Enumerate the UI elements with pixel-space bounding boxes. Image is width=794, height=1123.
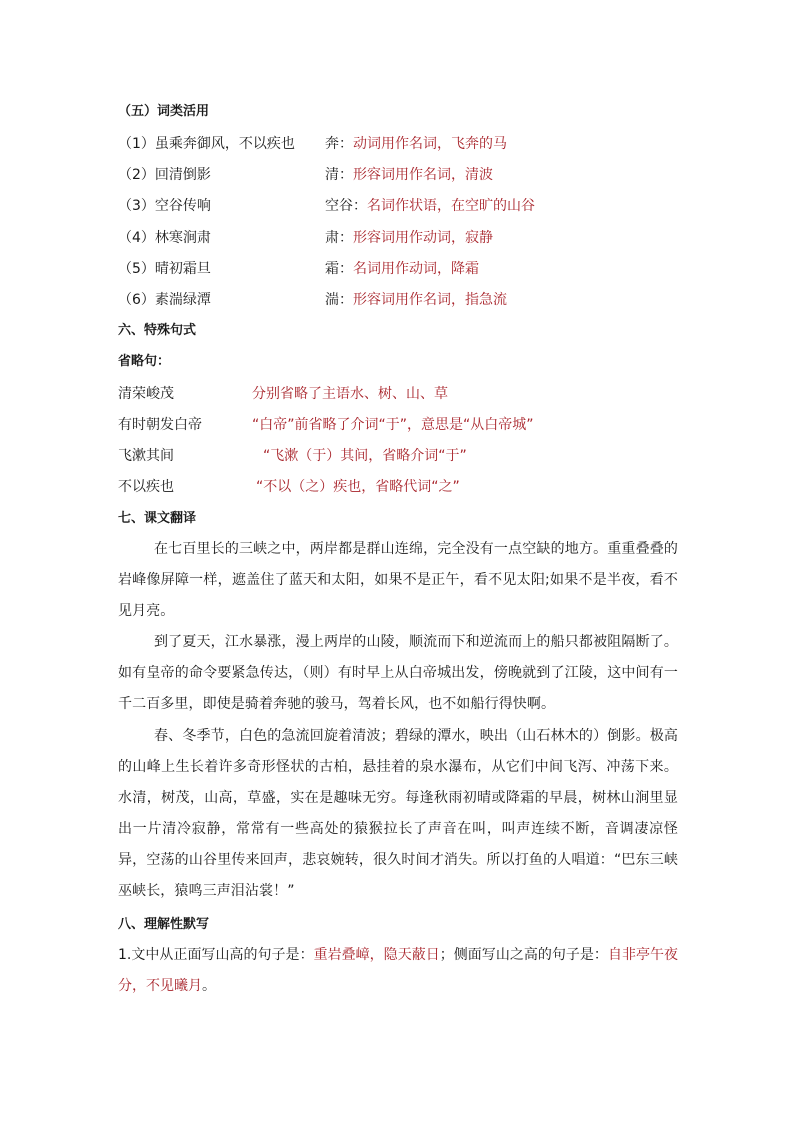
subsection-title-omission: 省略句： [118,354,171,369]
word-class-explanation: 名词作状语，在空旷的山谷 [367,198,535,214]
answer-text: 自非亭午夜分，不见曦月 [118,947,679,994]
section-title-word-class: （五）词类活用 [118,104,210,119]
omission-phrase: 飞漱其间 [118,448,174,464]
question-middle: ；侧面写山之高的句子是： [439,947,608,963]
word-class-word: 肃： [325,230,353,246]
word-class-phrase: （5）晴初霜旦 [118,261,211,277]
translation-paragraph: 春、冬季节，白色的急流回旋着清波；碧绿的潭水，映出（山石林木的）倒影。极高的山峰上生长着许多奇形怪状的古柏，悬挂着的泉水瀑布，从它们中间飞泻、冲荡下来。水清，树茂，山高，草盛，实在是趣味无穷。每逢秋雨初晴或降霜的早晨，树林山涧里显出一片清冷寂静，常常有一些高处的猿猴拉长了声音在叫，叫声连续不断，音调凄凉怪异，空荡的山谷里传来回声，悲哀婉转，很久时间才消失。所以打鱼的人唱道：“巴东三峡巫峡长，猿鸣三声泪沾裳！” [118,728,678,899]
dictation-question-1 [118,940,678,1002]
translation-paragraph: 到了夏天，江水暴涨，漫上两岸的山陵，顺流而下和逆流而上的船只都被阻隔断了。如有皇帝的命令要紧急传达，（则）有时早上从白帝城出发，傍晚就到了江陵，这中间有一千二百多里，即使是骑着奔驰的骏马，驾着长风，也不如船行得快啊。 [118,634,678,712]
word-class-explanation: 形容词用作名词，清波 [353,167,493,183]
question-prefix: 1.文中从正面写山高的句子是： [118,947,314,963]
omission-note: “飞漱（于）其间，省略介词“于” [263,448,467,464]
word-class-explanation: 形容词用作名词，指急流 [353,292,507,308]
word-class-note [325,166,493,184]
word-class-word: 霜： [325,261,353,277]
omission-note: 分别省略了主语水、树、山、草 [252,386,448,402]
word-class-explanation: 名词用作动词，降霜 [353,261,479,277]
word-class-note [325,135,507,153]
word-class-note [325,260,479,278]
word-class-note [325,197,535,215]
section-title-special-sentences: 六、特殊句式 [118,323,197,338]
omission-note: “白帝”前省略了介词“于”，意思是“从白帝城” [252,417,534,433]
word-class-phrase: （6）素湍绿潭 [118,292,211,308]
word-class-explanation: 形容词用作动词，寂静 [353,230,493,246]
section-title-translation: 七、课文翻译 [118,511,197,526]
translation-paragraph: 在七百里长的三峡之中，两岸都是群山连绵，完全没有一点空缺的地方。重重叠叠的岩峰像屏障一样，遮盖住了蓝天和太阳，如果不是正午，看不见太阳;如果不是半夜，看不见月亮。 [118,541,678,619]
omission-note: “不以（之）疾也，省略代词“之” [256,479,460,495]
word-class-word: 清： [325,167,353,183]
word-class-word: 湍： [325,292,353,308]
word-class-note [325,291,507,309]
omission-phrase: 不以疾也 [118,479,174,495]
word-class-phrase: （2）回清倒影 [118,167,211,183]
word-class-word: 奔： [325,136,353,152]
question-suffix: 。 [202,978,216,994]
answer-text: 重岩叠嶂，隐天蔽日 [313,947,440,963]
word-class-phrase: （4）林寒涧肃 [118,230,211,246]
word-class-word: 空谷： [325,198,367,214]
word-class-phrase: （1）虽乘奔御风，不以疾也 [118,136,295,152]
word-class-note [325,229,493,247]
word-class-explanation: 动词用作名词，飞奔的马 [353,136,507,152]
word-class-phrase: （3）空谷传响 [118,198,211,214]
omission-phrase: 清荣峻茂 [118,386,174,402]
section-title-dictation: 八、理解性默写 [118,917,210,932]
omission-phrase: 有时朝发白帝 [118,417,202,433]
